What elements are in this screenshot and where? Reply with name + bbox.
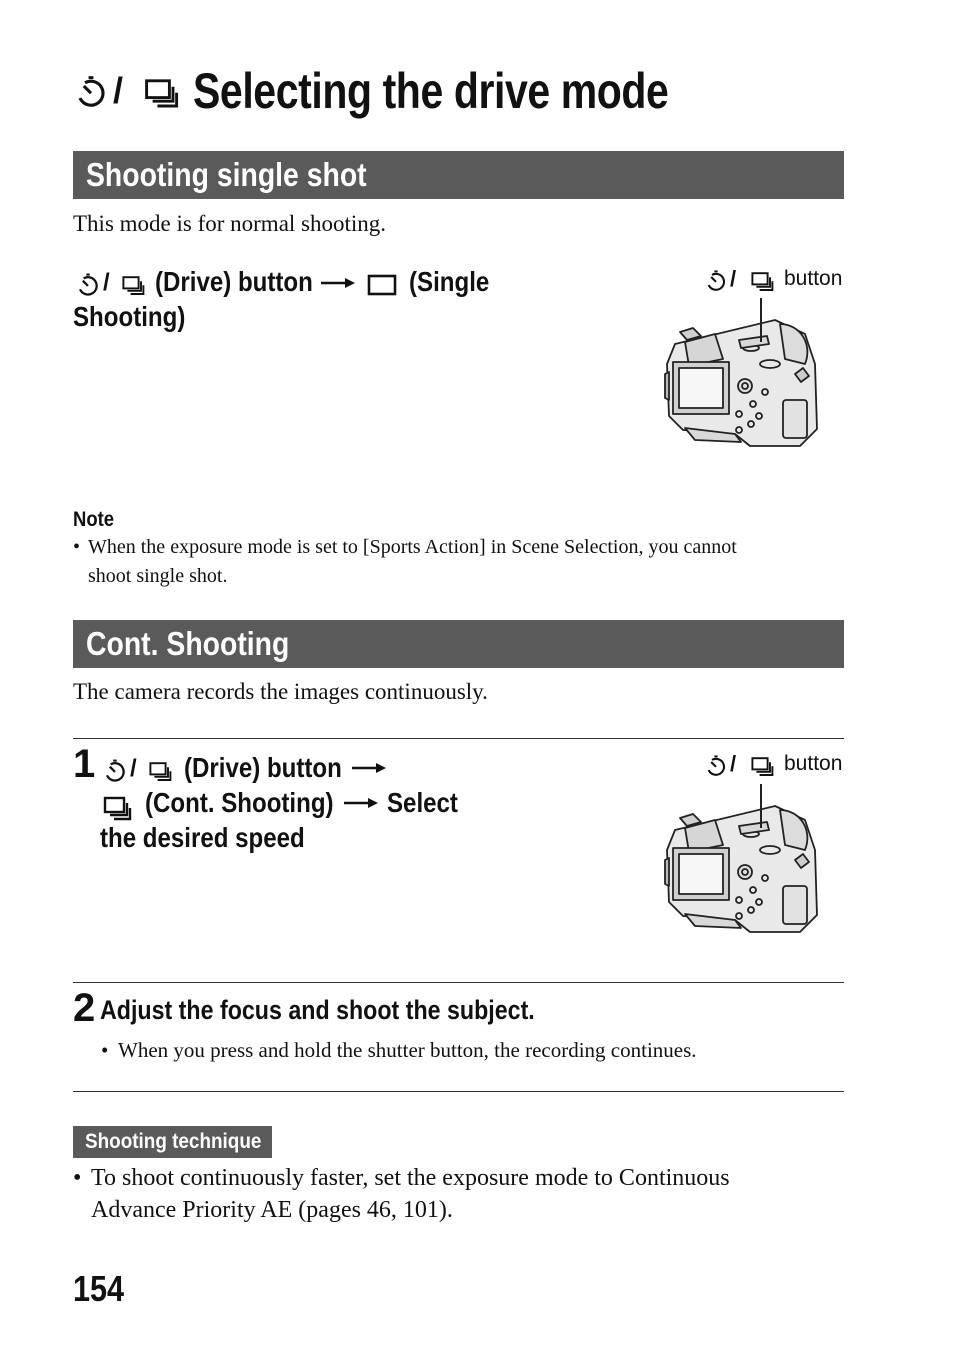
shooting-technique-text: Shooting technique [85,1130,262,1153]
technique-bullet: • [73,1165,82,1191]
continuous-drive-icon [121,274,145,298]
single-shot-instruction [73,264,593,344]
page-title-text: Selecting the drive mode [193,63,669,119]
page-number: 154 [73,1268,125,1309]
slash-separator: / [103,269,110,296]
section-heading-text: Shooting single shot [86,156,367,193]
technique-text-line: To shoot continuously faster, set the exposure mode to Continuous [91,1165,730,1191]
section-heading-cont-shooting [73,620,844,668]
camera-label-text: button [784,267,843,290]
camera-illustration [650,776,830,946]
instruction-drive-button: (Drive) button [184,752,342,783]
instruction-drive-button: (Drive) button [155,266,313,297]
step-divider [73,738,844,739]
slash-separator: / [730,266,737,291]
step2-instruction: Adjust the focus and shoot the subject. [100,995,535,1025]
note-text-line: When the exposure mode is set to [Sports Action] in Scene Selection, you cannot [88,536,737,558]
continuous-drive-icon [143,76,179,112]
instruction-select: Select [387,787,458,818]
technique-text [91,1162,851,1226]
step-number: 2 [73,986,96,1030]
instruction-shooting: Shooting) [73,301,186,332]
shooting-technique-label [73,1126,272,1158]
step2-bullet: • [101,1038,109,1062]
self-timer-icon [75,272,101,298]
camera-label-text: button [784,752,843,775]
cont-shooting-intro: The camera records the images continuously. [73,679,488,704]
arrow-right-icon [344,796,378,810]
step-number: 1 [73,742,96,786]
step2-bullet-text: When you press and hold the shutter button, the recording continues. [118,1038,697,1062]
section-heading-text: Cont. Shooting [86,625,290,662]
note-text-line: shoot single shot. [88,565,228,587]
section-heading-single-shot [73,151,844,199]
slash-separator: / [113,70,124,111]
slash-separator: / [130,755,137,782]
instruction-desired-speed: the desired speed [100,822,305,853]
note-heading: Note [73,508,115,531]
arrow-right-icon [321,276,355,290]
step-divider [73,1091,844,1092]
single-shot-intro: This mode is for normal shooting. [73,211,387,236]
continuous-drive-icon [148,760,172,784]
instruction-single: (Single [409,266,490,297]
camera-illustration [650,290,830,460]
arrow-right-icon [352,761,386,775]
instruction-cont-shooting: (Cont. Shooting) [145,787,334,818]
note-bullet: • [73,536,81,558]
step-divider [73,982,844,983]
self-timer-icon [704,754,728,778]
technique-text-line: Advance Priority AE (pages 46, 101). [91,1197,453,1223]
self-timer-icon [102,758,128,784]
note-text [88,533,848,591]
slash-separator: / [730,751,737,776]
step1-instruction [100,750,620,860]
self-timer-icon [73,74,109,110]
single-shot-icon [367,274,397,296]
